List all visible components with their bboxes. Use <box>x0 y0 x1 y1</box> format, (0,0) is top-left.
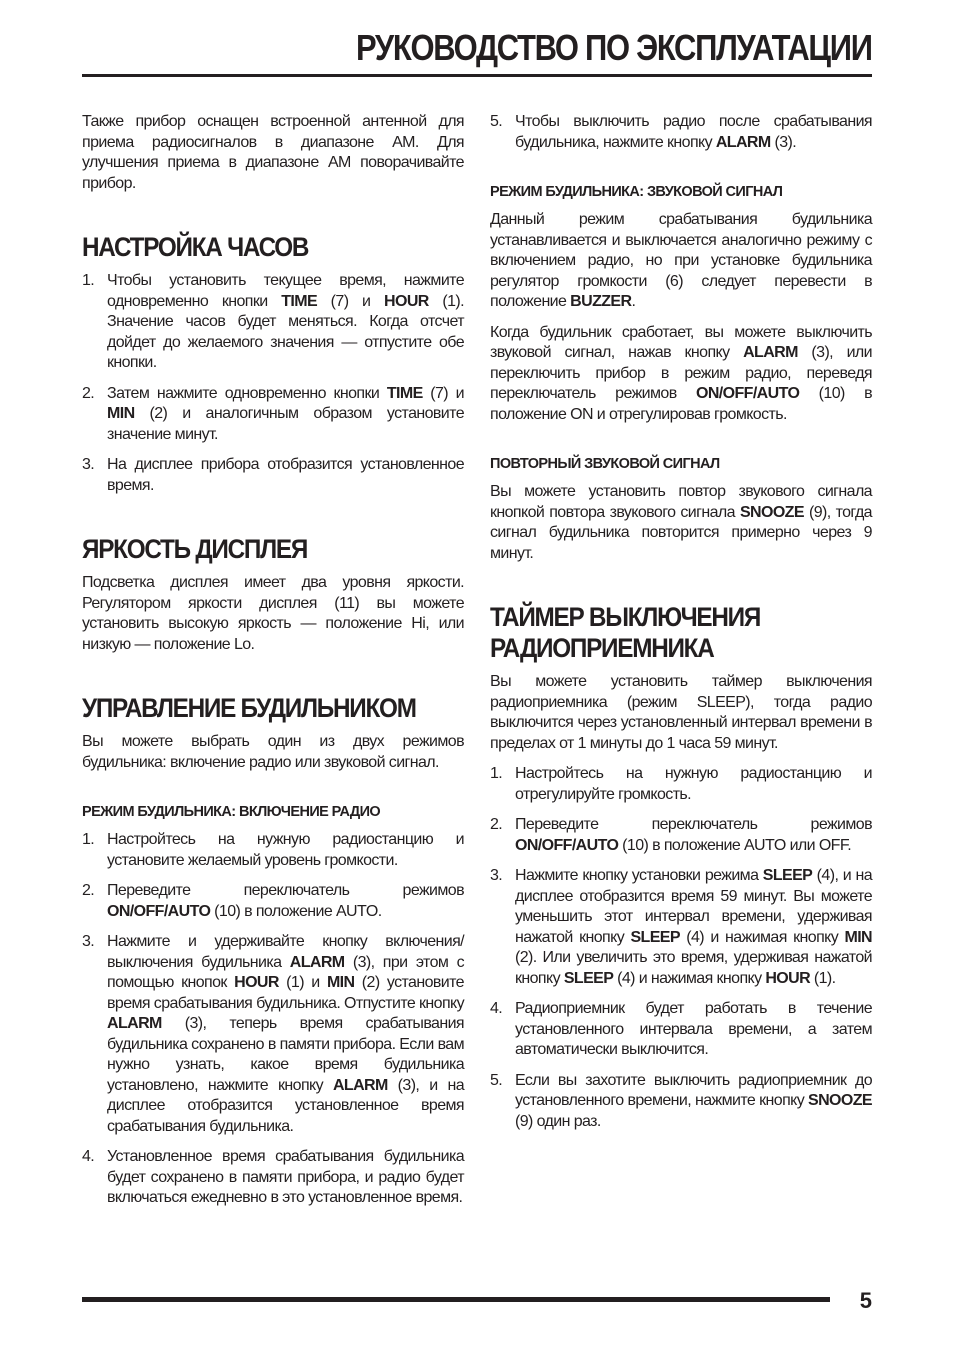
brightness-heading: ЯРКОСТЬ ДИСПЛЕЯ <box>82 534 308 564</box>
radio-mode-steps <box>82 830 464 1209</box>
list-item: 4. Установленное время срабатывания будильника будет сохранено в памяти прибора, и радио будет включаться ежедневно в это установленное время. <box>82 1148 464 1206</box>
brightness-paragraph: Подсветка дисплея имеет два уровня яркости. Регулятором яркости дисплея (11) вы можете установить высокую яркость — положение Hi, или низкую — положение Lo. <box>82 574 464 653</box>
list-item: 1. Настройтесь на нужную радиостанцию и отрегулируйте громкость. <box>490 765 872 803</box>
left-column <box>82 112 464 1219</box>
sleep-paragraph: Вы можете установить таймер выключения радиоприемника (режим SLEEP), тогда радио выключится через установленный интервал времени в пределах от 1 минуты до 1 часа 59 минут. <box>490 673 872 752</box>
list-item: 3. Нажмите и удерживайте кнопку включения/выключения будильника ALARM (3), при этом с помощью кнопок HOUR (1) и MIN (2) установите время срабатывания будильника. Отпустите кнопку ALARM (3), теперь время срабатывания будильника сохранено в памяти прибора. Если вам нужно узнать, какое время будильника установлено, нажмите кнопку ALARM (3), и на дисплее отобразится установленное время срабатывания будильника. <box>82 933 465 1135</box>
list-item: 2. Затем нажмите одновременно кнопки TIME (7) и MIN (2) и аналогичным образом установите значение минут. <box>82 384 464 443</box>
clock-heading: НАСТРОЙКА ЧАСОВ <box>82 232 309 262</box>
sleep-steps <box>490 764 872 1132</box>
buzzer-paragraph-1: Данный режим срабатывания будильника устанавливается и выключается аналогично режиму с включением радио, но при установке будильника регулятор громкости (6) следует перевести в положение BUZZER. <box>490 211 872 310</box>
radio-mode-steps-continued <box>490 112 872 153</box>
page-number: 5 <box>859 1288 872 1313</box>
list-item: 1. Чтобы установить текущее время, нажмите одновременно кнопки TIME (7) и HOUR (1). Значение часов будет меняться. Когда отсчет дойдет до желаемого значения — отпустите обе кнопки. <box>82 272 464 371</box>
intro-paragraph: Также прибор оснащен встроенной антенной для приема радиосигналов в диапазоне AM. Для улучшения приема в диапазоне AM поворачивайте прибор. <box>82 113 464 192</box>
right-column <box>490 112 872 1142</box>
buzzer-mode-heading: РЕЖИМ БУДИЛЬНИКА: ЗВУКОВОЙ СИГНАЛ <box>490 184 783 200</box>
list-item: 2. Переведите переключатель режимов ON/OFF/AUTO (10) в положение AUTO. <box>82 882 464 920</box>
buzzer-paragraph-2: Когда будильник сработает, вы можете выключить звуковой сигнал, нажав кнопку ALARM (3), или переключить прибор в режим радио, переведя переключатель режимов ON/OFF/AUTO (10) в положение ON и отрегулировав громкость. <box>490 323 872 423</box>
list-item: 3. Нажмите кнопку установки режима SLEEP (4), и на дисплее отобразится время 59 минут. Вы можете уменьшить этот интервал времени, удерживая нажатой кнопку SLEEP (4) и нажимая кнопку MIN (2). Или увеличить это время, удерживая нажатой кнопку SLEEP (4) и нажимая кнопку HOUR (1). <box>490 867 872 987</box>
sleep-timer-heading: ТАЙМЕР ВЫКЛЮЧЕНИЯ РАДИОПРИЕМНИКА <box>490 602 761 663</box>
footer-rule <box>82 1297 830 1302</box>
list-item: 5. Чтобы выключить радио после срабатывания будильника, нажмите кнопку ALARM (3). <box>490 113 872 151</box>
page-title: РУКОВОДСТВО ПО ЭКСПЛУАТАЦИИ <box>356 27 872 68</box>
radio-mode-heading: РЕЖИМ БУДИЛЬНИКА: ВКЛЮЧЕНИЕ РАДИО <box>82 804 381 820</box>
list-item: 1. Настройтесь на нужную радиостанцию и установите желаемый уровень громкости. <box>82 831 464 869</box>
header-rule <box>82 74 872 77</box>
snooze-paragraph: Вы можете установить повтор звукового сигнала кнопкой повтора звукового сигнала SNOOZE (9), тогда сигнал будильника повторится примерно через 9 минут. <box>490 483 872 562</box>
clock-steps <box>82 271 464 496</box>
list-item: 3. На дисплее прибора отобразится установленное время. <box>82 456 464 494</box>
snooze-heading: ПОВТОРНЫЙ ЗВУКОВОЙ СИГНАЛ <box>490 456 720 472</box>
list-item: 2. Переведите переключатель режимов ON/OFF/AUTO (10) в положение AUTO или OFF. <box>490 816 872 854</box>
alarm-paragraph: Вы можете выбрать один из двух режимов будильника: включение радио или звуковой сигнал. <box>82 733 464 771</box>
list-item: 5. Если вы захотите выключить радиоприемник до установленного времени, нажмите кнопку SNOOZE (9) один раз. <box>490 1071 872 1130</box>
list-item: 4. Радиоприемник будет работать в течение установленного интервала времени, а затем автоматически выключится. <box>490 1000 872 1058</box>
alarm-heading: УПРАВЛЕНИЕ БУДИЛЬНИКОМ <box>82 693 416 723</box>
